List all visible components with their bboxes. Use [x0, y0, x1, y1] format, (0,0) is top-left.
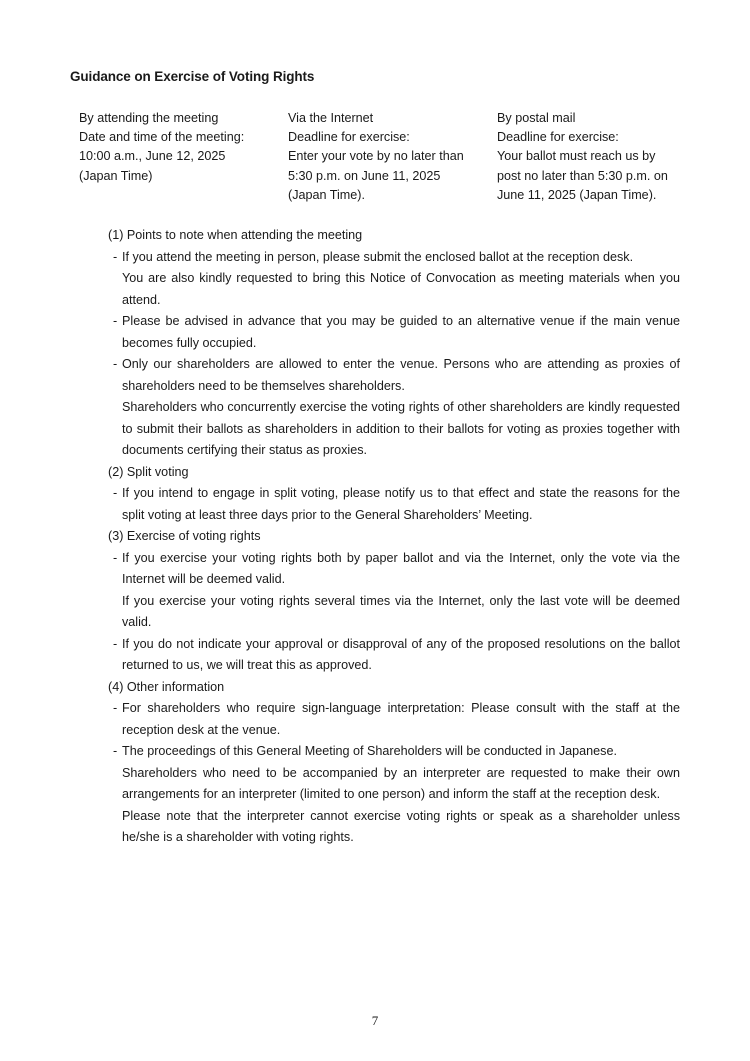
method-line: Date and time of the meeting: — [79, 130, 245, 145]
item-text: If you exercise your voting rights both by paper ballot and via the Internet, only the vote via the Internet will be deemed valid. — [122, 550, 680, 586]
list-item — [108, 354, 680, 397]
method-line: (Japan Time) — [79, 168, 153, 183]
method-line: Enter your vote by no later than — [288, 149, 464, 164]
item-text: Only our shareholders are allowed to enter the venue. Persons who are attending as proxies of shareholders need to be themselves shareholders. — [122, 357, 680, 393]
list-item — [108, 741, 680, 763]
item-text: The proceedings of this General Meeting of Shareholders will be conducted in Japanese. — [122, 744, 617, 758]
method-line: post no later than 5:30 p.m. on — [497, 168, 668, 183]
item-text: Please be advised in advance that you may be guided to an alternative venue if the main venue becomes fully occupied. — [122, 314, 680, 350]
list-item — [108, 311, 680, 354]
item-paragraph: If you exercise your voting rights several times via the Internet, only the last vote will be deemed valid. — [122, 593, 680, 629]
method-internet — [288, 109, 464, 205]
item-paragraph: Shareholders who concurrently exercise the voting rights of other shareholders are kindly requested to submit their ballots as shareholders in addition to their ballots for voting as proxies together with documents certifying their status as proxies. — [122, 400, 680, 457]
item-paragraph: Please note that the interpreter cannot exercise voting rights or speak as a shareholder unless he/she is a shareholder with voting rights. — [122, 808, 680, 844]
guidance-body — [108, 225, 680, 849]
item-text: If you intend to engage in split voting, please notify us to that effect and state the reasons for the split voting at least three days prior to the General Shareholders’ Meeting. — [122, 486, 680, 522]
list-item — [108, 634, 680, 677]
dash-bullet: - — [113, 550, 118, 565]
method-line: 5:30 p.m. on June 11, 2025 — [288, 168, 441, 183]
list-item — [108, 698, 680, 741]
item-paragraph: You are also kindly requested to bring this Notice of Convocation as meeting materials when you attend. — [122, 271, 680, 307]
list-item — [108, 483, 680, 526]
page-title: Guidance on Exercise of Voting Rights — [70, 69, 315, 84]
method-line: Deadline for exercise: — [288, 130, 410, 145]
item-paragraph: Shareholders who need to be accompanied by an interpreter are requested to make their own arrangements for an interpreter (limited to one person) and inform the staff at the reception desk. — [122, 765, 680, 801]
method-line: By postal mail — [497, 111, 576, 125]
section-heading: (1) Points to note when attending the meeting — [108, 228, 363, 242]
section-heading: (2) Split voting — [108, 464, 189, 479]
item-text: If you attend the meeting in person, please submit the enclosed ballot at the reception desk. — [122, 249, 634, 264]
method-line: Your ballot must reach us by — [497, 149, 656, 164]
list-item — [108, 548, 680, 591]
item-text: If you do not indicate your approval or disapproval of any of the proposed resolutions on the ballot returned to us, we will treat this as approved. — [122, 636, 680, 672]
method-line: June 11, 2025 (Japan Time). — [497, 187, 657, 202]
dash-bullet: - — [113, 744, 118, 758]
section-heading: (4) Other information — [108, 679, 225, 694]
dash-bullet: - — [113, 701, 118, 715]
dash-bullet: - — [113, 314, 118, 328]
section-heading: (3) Exercise of voting rights — [108, 529, 261, 543]
dash-bullet: - — [113, 357, 118, 371]
dash-bullet: - — [113, 636, 118, 651]
method-line: Via the Internet — [288, 111, 374, 125]
item-text: For shareholders who require sign-language interpretation: Please consult with the staff at the reception desk at the venue. — [122, 701, 680, 737]
method-postal — [497, 109, 668, 205]
dash-bullet: - — [113, 249, 118, 264]
method-line: Deadline for exercise: — [497, 130, 619, 145]
method-line: By attending the meeting — [79, 111, 219, 125]
method-line: 10:00 a.m., June 12, 2025 — [79, 149, 226, 164]
page-number: 7 — [371, 1013, 379, 1028]
method-attending — [79, 109, 244, 186]
list-item — [108, 247, 680, 269]
method-line: (Japan Time). — [288, 187, 365, 202]
dash-bullet: - — [113, 486, 118, 500]
